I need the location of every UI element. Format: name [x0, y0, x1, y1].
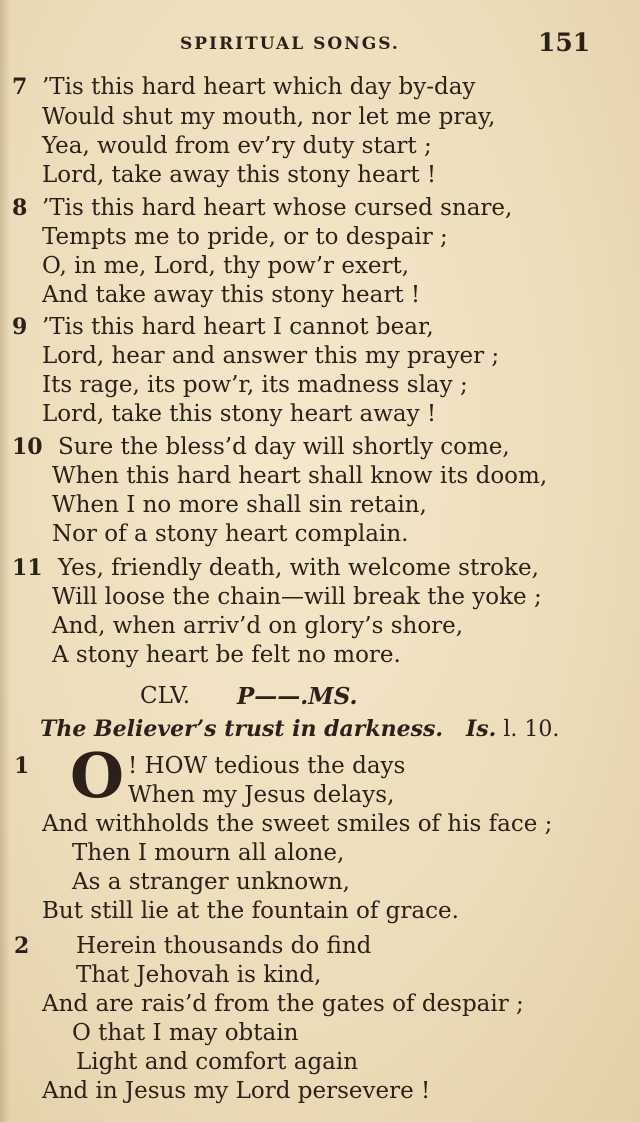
- verse-line: A stony heart be felt no more.: [52, 642, 401, 668]
- page-number: 151: [538, 28, 591, 57]
- stanza-number: 8: [12, 195, 28, 221]
- hymn-number: CLV.: [140, 683, 191, 709]
- verse-line: Sure the bless’d day will shortly come,: [58, 434, 510, 460]
- verse-line: Will loose the chain—will break the yoke ;: [52, 584, 542, 610]
- scripture-book: Is.: [466, 716, 497, 742]
- drop-cap: O: [70, 739, 125, 812]
- verse-line: And withholds the sweet smiles of his face ;: [42, 811, 553, 837]
- verse-line: ’Tis this hard heart whose cursed snare,: [42, 195, 513, 221]
- verse-line: Light and comfort again: [76, 1049, 359, 1075]
- hymn-author: P——.MS.: [237, 683, 358, 710]
- stanza-number: 7: [12, 74, 28, 100]
- verse-line: Then I mourn all alone,: [72, 840, 345, 866]
- verse-line: And take away this stony heart !: [42, 282, 421, 308]
- verse-line: When this hard heart shall know its doom,: [52, 463, 548, 489]
- stanza-number: 1: [14, 753, 30, 779]
- stanza-number: 9: [12, 314, 28, 340]
- verse-line: Herein thousands do find: [76, 933, 372, 959]
- hymn-title: The Believer’s trust in darkness.: [40, 716, 444, 742]
- stanza-number: 10: [12, 434, 43, 460]
- verse-line: Nor of a stony heart complain.: [52, 521, 409, 547]
- verse-line: Lord, take this stony heart away !: [42, 401, 437, 427]
- verse-line: That Jehovah is kind,: [76, 962, 322, 988]
- verse-line: As a stranger unknown,: [72, 869, 350, 895]
- verse-line: Lord, hear and answer this my prayer ;: [42, 343, 500, 369]
- scripture-reference: [466, 716, 559, 742]
- verse-line: Tempts me to pride, or to despair ;: [42, 224, 448, 250]
- verse-line: But still lie at the fountain of grace.: [42, 898, 459, 924]
- scripture-verse: l. 10.: [503, 717, 560, 742]
- verse-line: When my Jesus delays,: [128, 782, 395, 808]
- verse-line: Lord, take away this stony heart !: [42, 162, 437, 188]
- verse-line: When I no more shall sin retain,: [52, 492, 427, 518]
- stanza-number: 11: [12, 555, 43, 581]
- verse-line: O that I may obtain: [72, 1020, 299, 1046]
- verse-line: And, when arriv’d on glory’s shore,: [52, 613, 464, 639]
- verse-line: Its rage, its pow’r, its madness slay ;: [42, 372, 468, 398]
- verse-line: And are rais’d from the gates of despair ;: [42, 991, 524, 1017]
- page-header: [0, 28, 640, 62]
- verse-line: ’Tis this hard heart which day by-day: [42, 74, 476, 100]
- verse-line: Yea, would from ev’ry duty start ;: [42, 133, 432, 159]
- verse-line: And in Jesus my Lord persevere !: [42, 1078, 431, 1104]
- stanza-number: 2: [14, 933, 30, 959]
- running-head: SPIRITUAL SONGS.: [180, 34, 400, 54]
- verse-line: ! HOW tedious the days: [128, 753, 406, 779]
- verse-line: O, in me, Lord, thy pow’r exert,: [42, 253, 410, 279]
- verse-line: Yes, friendly death, with welcome stroke,: [58, 555, 539, 581]
- verse-line: ’Tis this hard heart I cannot bear,: [42, 314, 434, 340]
- page-edge-shadow: [0, 0, 10, 1122]
- verse-line: Would shut my mouth, nor let me pray,: [42, 104, 496, 130]
